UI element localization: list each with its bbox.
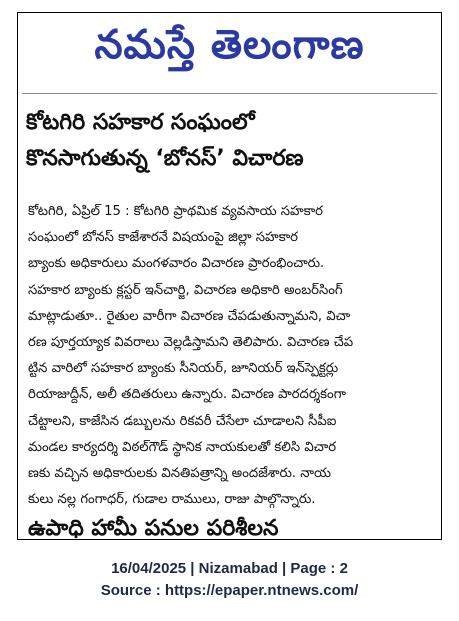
headline-line-1: కోటగిరి సహకార సంఘంలో <box>26 110 255 135</box>
masthead-title: నమస్తే తెలంగాణ <box>94 22 365 68</box>
body-line: కులు నల్ల గంగాధర్, గుడాల రాములు, రాజు పాల్గొన్నారు. <box>28 492 316 508</box>
body-line: కోటగిరి, ఏప్రిల్ 15 : కోటగిరి ప్రాథమిక వ్యవసాయ సహకార <box>28 204 323 219</box>
caption-source: Source : https://epaper.ntnews.com/ <box>100 582 359 599</box>
masthead-divider <box>22 93 437 94</box>
masthead <box>18 13 441 87</box>
next-headline-fragment: ఉపాధి హామీ పనుల పరిశీలన <box>28 516 279 541</box>
body-line: సహకార బ్యాంకు క్లస్టర్ ఇన్‌చార్జి, విచారణ అధికారి అంబర్‌సింగ్ <box>28 282 343 298</box>
body-line: రియాజుద్దీన్, అలీ తదితరులు ఉన్నారు. విచారణ పారదర్శకంగా <box>28 387 346 403</box>
newspaper-clipping <box>17 12 442 540</box>
body-line: రణ పూర్తయ్యాక వివరాలు వెల్లడిస్తామని తెలిపారు. విచారణ చేప <box>28 335 354 351</box>
article-body <box>28 199 433 513</box>
body-line: బ్యాంకు అధికారులు మంగళవారం విచారణ ప్రారంభించారు. <box>28 256 325 272</box>
body-line: మండల కార్యదర్శి విఠల్‌గౌడ్ స్థానిక నాయకులతో కలిసి విచార <box>28 439 337 455</box>
body-line: ట్టిన వారిలో సహకార బ్యాంకు సీనియర్, జూనియర్ ఇన్‌స్పెక్టర్లు <box>28 361 339 377</box>
headline-line-2: కొనసాగుతున్న ‘బోనస్’ విచారణ <box>26 146 304 171</box>
caption-date-edition: 16/04/2025 | Nizamabad | Page : 2 <box>111 560 348 577</box>
body-line: సంఘంలో బోనస్ కాజేశారనే విషయంపై జిల్లా సహకార <box>28 230 298 246</box>
body-line: మాట్లాడుతూ.. రైతుల వారీగా విచారణ చేపడుతున్నామని, విచా <box>28 308 351 324</box>
body-line: ణకు వచ్చిన అధికారులకు వినతిపత్రాన్ని అందజేశారు. నాయ <box>28 466 331 482</box>
body-line: చేట్టాలని, కాజేసిన డబ్బులను రికవరీ చేసేలా చూడాలని సీపీఐ <box>28 413 337 429</box>
next-article-headline-cut <box>28 516 431 544</box>
